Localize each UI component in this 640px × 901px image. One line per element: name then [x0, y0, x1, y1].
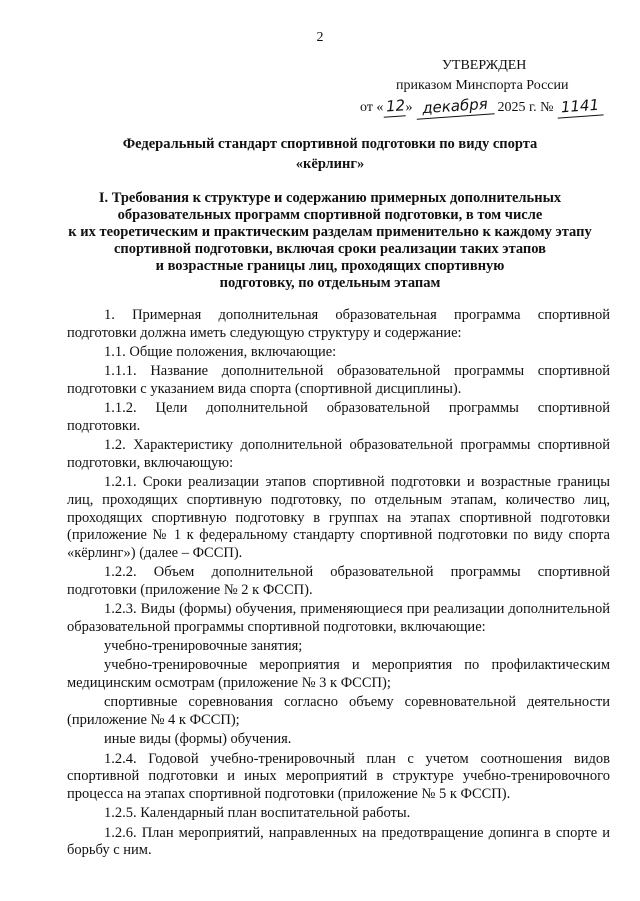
- document-title: [60, 134, 600, 174]
- paragraph: 1.2.1. Сроки реализации этапов спортивной подготовки и возрастные границы лиц, проходящих спортивную подготовку, по отдельным этапам, количество лиц, проходящих спортивную подготовку в группах на этапах спортивной подготовки (приложение № 1 к федеральному стандарту спортивной подготовки по виду спорта «кёрлинг») (далее – ФССП).: [67, 474, 610, 561]
- date-year: 2025 г. №: [497, 100, 554, 115]
- section-title-line: и возрастные границы лиц, проходящих спортивную: [155, 258, 505, 274]
- section-title: [60, 190, 600, 292]
- paragraph: 1.1.1. Название дополнительной образовательной программы спортивной подготовки с указанием вида спорта (спортивной дисциплины).: [67, 363, 610, 397]
- paragraph: 1.2. Характеристику дополнительной образовательной программы спортивной подготовки, включающую:: [67, 437, 610, 471]
- paragraph: 1.2.4. Годовой учебно-тренировочный план с учетом соотношения видов спортивной подготовки и иных мероприятий в структуре учебно-тренировочного процесса на этапах спортивной подготовки (приложение № 5 к ФССП).: [67, 750, 610, 802]
- document-title-line: «кёрлинг»: [295, 156, 365, 172]
- date-mid: »: [405, 100, 413, 115]
- section-title-line: подготовку, по отдельным этапам: [219, 275, 441, 291]
- paragraph: 1. Примерная дополнительная образовательная программа спортивной подготовки должна иметь следующую структуру и содержание:: [67, 307, 610, 341]
- section-title-line: образовательных программ спортивной подготовки, в том числе: [117, 207, 543, 223]
- approval-order-line: приказом Минспорта России: [396, 78, 569, 93]
- paragraph: 1.2.6. План мероприятий, направленных на предотвращение допинга в спорте и борьбу с ним.: [67, 824, 610, 859]
- section-title-line: к их теоретическим и практическим разделам применительно к каждому этапу: [68, 224, 592, 240]
- date-prefix: от «: [360, 100, 384, 115]
- paragraph: учебно-тренировочные мероприятия и мероприятия по профилактическим медицинским осмотрам (приложение № 3 к ФССП);: [67, 657, 610, 692]
- page-number: 2: [316, 30, 324, 45]
- paragraph: 1.2.3. Виды (формы) обучения, применяющиеся при реализации дополнительной образовательной программы спортивной подготовки, включающие:: [67, 601, 610, 635]
- section-title-line: спортивной подготовки, включая сроки реализации таких этапов: [113, 241, 546, 257]
- paragraph: 1.2.5. Календарный план воспитательной работы.: [104, 805, 411, 822]
- paragraph: учебно-тренировочные занятия;: [104, 638, 303, 655]
- approval-block: [360, 56, 620, 118]
- paragraph: иные виды (формы) обучения.: [104, 731, 292, 748]
- document-body: [67, 307, 610, 862]
- approval-title: УТВЕРЖДЕН: [442, 58, 527, 73]
- document-title-line: Федеральный стандарт спортивной подготовки по виду спорта: [122, 136, 538, 152]
- paragraph: 1.1.2. Цели дополнительной образовательной программы спортивной подготовки.: [67, 400, 610, 434]
- paragraph: 1.2.2. Объем дополнительной образовательной программы спортивной подготовки (приложение № 2 к ФССП).: [67, 564, 610, 598]
- paragraph: спортивные соревнования согласно объему соревновательной деятельности (приложение № 4 к ФССП);: [67, 694, 610, 729]
- handwritten-day: 12: [383, 95, 406, 117]
- paragraph: 1.1. Общие положения, включающие:: [104, 343, 337, 360]
- handwritten-order-number: 1141: [556, 94, 603, 118]
- handwritten-month: декабря: [415, 93, 494, 119]
- approval-date-line: [360, 96, 620, 118]
- section-title-line: I. Требования к структуре и содержанию примерных дополнительных: [98, 190, 562, 206]
